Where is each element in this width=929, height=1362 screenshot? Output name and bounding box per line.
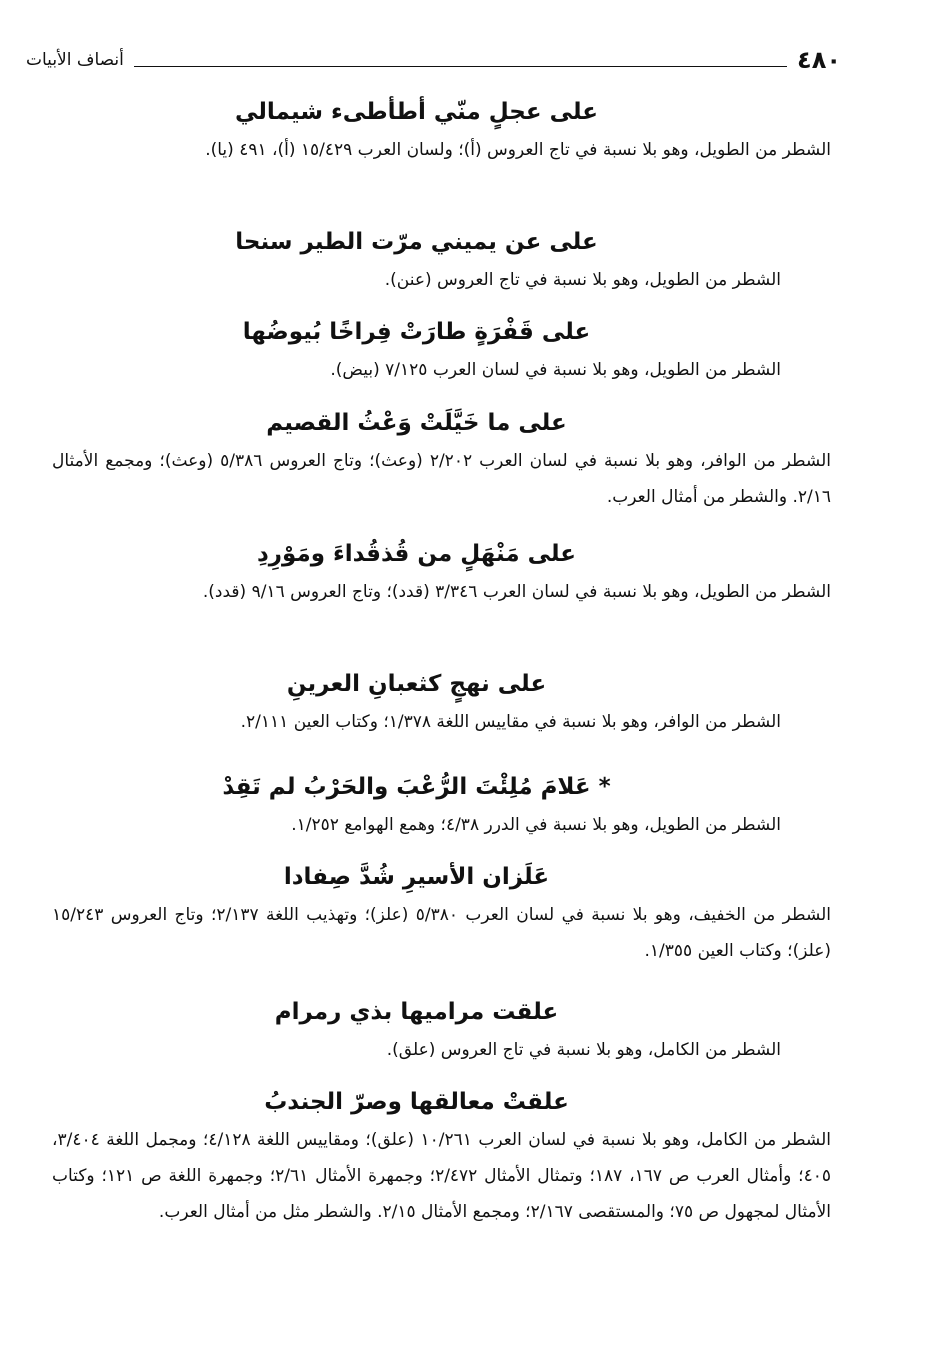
verse: على عجلٍ منّي أطأطىء شيمالي — [235, 99, 598, 125]
verse: عَلَزان الأسيرِ شُدَّ صِفادا — [283, 864, 550, 890]
verse-note: الشطر من الطويل، وهو بلا نسبة في تاج العروس (عنن). — [384, 270, 781, 290]
verse-note: الشطر من الطويل، وهو بلا نسبة في تاج العروس (أ)؛ ولسان العرب ١٥/٤٢٩ (أ)، ٤٩١ (يا). — [205, 140, 831, 160]
verse-note: الشطر من الخفيف، وهو بلا نسبة في لسان العرب ٥/٣٨٠ (علز)؛ وتهذيب اللغة ٢/١٣٧؛ وتاج العروس ١٥/٢٤٣ (علز)؛ وكتاب العين ١/٣٥٥. — [52, 905, 832, 961]
entry-10 — [52, 1082, 832, 1230]
verse-note: الشطر من الطويل، وهو بلا نسبة في لسان العرب ٣/٣٤٦ (قدد)؛ وتاج العروس ٩/١٦ (قدد). — [202, 582, 831, 602]
verse: على عن يميني مرّت الطير سنحا — [235, 229, 598, 255]
page-header — [26, 42, 841, 78]
verse: على ما خَيَّلَتْ وَعْثُ القصيم — [266, 410, 567, 436]
verse: على مَنْهَلٍ من قُذقُداءَ ومَوْرِدِ — [256, 541, 576, 567]
verse-note: الشطر من الكامل، وهو بلا نسبة في تاج العروس (علق). — [386, 1040, 781, 1060]
entry-5 — [52, 534, 831, 610]
verse-note: الشطر من الطويل، وهو بلا نسبة في لسان العرب ٧/١٢٥ (بيض). — [330, 360, 781, 380]
running-title: أنصاف الأبيات — [26, 50, 124, 70]
verse-note: الشطر من الطويل، وهو بلا نسبة في الدرر ٤/٣٨؛ وهمع الهوامع ١/٢٥٢. — [291, 815, 781, 835]
entry-7 — [52, 767, 781, 843]
entry-2 — [52, 222, 781, 298]
verse-note: الشطر من الوافر، وهو بلا نسبة في لسان العرب ٢/٢٠٢ (وعث)؛ وتاج العروس ٥/٣٨٦ (وعث)؛ ومجمع الأمثال ٢/١٦. والشطر من أمثال العرب. — [52, 451, 831, 507]
entry-4 — [52, 403, 831, 515]
verse: علقتْ معالقها وصرّ الجندبُ — [264, 1089, 569, 1115]
page-number: ٤٨٠ — [797, 46, 841, 74]
verse: علقت مراميها بذي رمرام — [274, 999, 559, 1025]
verse: على نهجٍ كثعبانِ العرينِ — [286, 671, 547, 697]
entry-1 — [52, 92, 831, 168]
verse-note: الشطر من الكامل، وهو بلا نسبة في لسان العرب ١٠/٢٦١ (علق)؛ ومقاييس اللغة ٤/١٢٨؛ ومجمل اللغة ٣/٤٠٤، ٤٠٥؛ وأمثال العرب ص ١٦٧، ١٨٧؛ وتمثال الأمثال ٢/٤٧٢؛ وجمهرة الأمثال ٢/٦١؛ وجمهرة اللغة ص ١٢١؛ وكتاب الأمثال لمجهول ص ٧٥؛ والمستقصى ٢/١٦٧؛ ومجمع الأمثال ٢/١٥. والشطر مثل من أمثال العرب. — [52, 1130, 832, 1222]
entry-9 — [52, 992, 781, 1068]
entry-3 — [52, 312, 781, 388]
verse: على قَفْرَةٍ طارَتْ فِراخًا بُيوضُها — [242, 319, 591, 345]
verse: * عَلامَ مُلِئْتَ الرُّعْبَ والحَرْبُ لم تَقِدْ — [222, 774, 611, 800]
header-rule — [134, 66, 787, 67]
entry-8 — [52, 857, 832, 969]
verse-note: الشطر من الوافر، وهو بلا نسبة في مقاييس اللغة ١/٣٧٨؛ وكتاب العين ٢/١١١. — [240, 712, 781, 732]
entry-6 — [52, 664, 781, 740]
